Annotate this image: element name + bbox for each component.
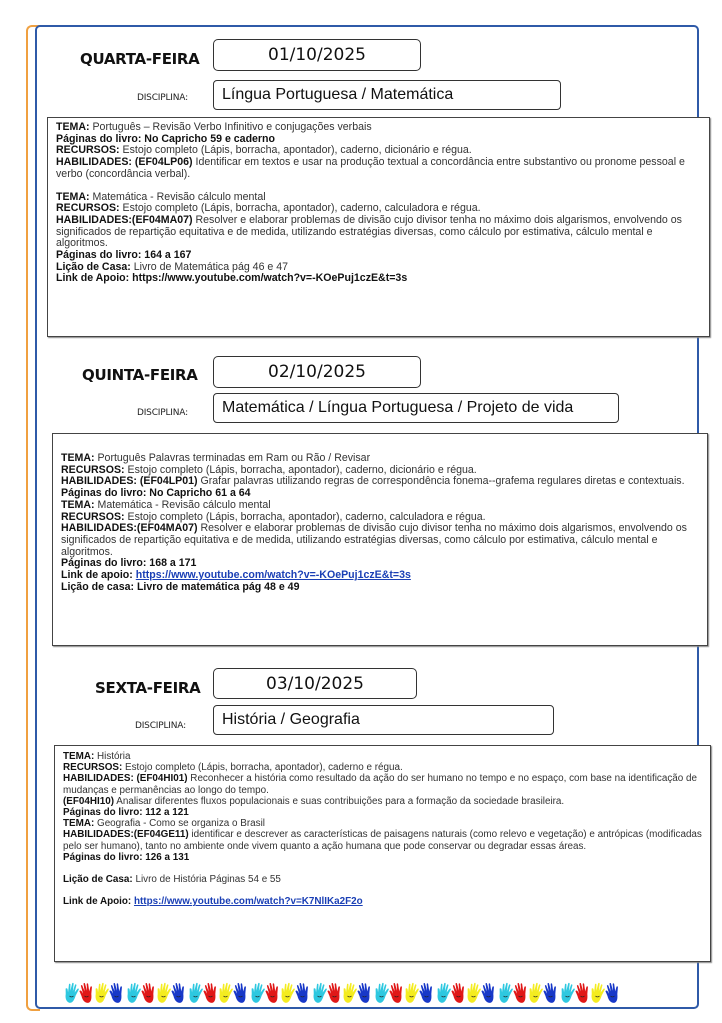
hand-icon xyxy=(156,982,171,1004)
hand-icon xyxy=(94,982,109,1004)
pages-line xyxy=(63,807,702,818)
resources-line xyxy=(63,762,702,773)
discipline-label: DISCIPLINA: xyxy=(135,721,186,731)
field-text: Estojo completo (Lápis, borracha, apontador), caderno, dicionário e régua. xyxy=(119,144,472,157)
field-text: Livro de Matemática pág 46 e 47 xyxy=(130,260,289,273)
field-label: Lição de Casa: xyxy=(56,260,131,273)
field-label: Link de apoio: xyxy=(61,569,133,582)
field-label: TEMA: xyxy=(56,121,90,133)
field-text: Matemática - Revisão cálculo mental xyxy=(89,190,266,203)
hand-icon xyxy=(250,982,265,1004)
field-label: RECURSOS: xyxy=(61,463,125,476)
field-label: TEMA: xyxy=(61,498,95,511)
field-text: Matemática - Revisão cálculo mental xyxy=(94,498,271,511)
hand-icon xyxy=(265,982,280,1004)
field-label: TEMA: xyxy=(63,818,95,830)
support-link[interactable]: https://www.youtube.com/watch?v=-KOePuj1czE&t=3s xyxy=(135,569,411,582)
hand-group xyxy=(126,982,186,1004)
hand-icon xyxy=(436,982,451,1004)
support-link-line xyxy=(63,896,702,907)
hand-icon xyxy=(203,982,218,1004)
field-label: Páginas do livro: 164 a 167 xyxy=(56,249,192,262)
hands-border-decoration xyxy=(64,981,664,1005)
field-text: História xyxy=(94,751,131,762)
date-field: 03/10/2025 xyxy=(213,668,417,699)
field-text: Resolver e elaborar problemas de divisão cujo divisor tenha no máximo dois algarismos, envolvendo os significados de repartição equitativa e de medida, utilizando estratégias diversas, como cálculo por estimativa, cálculo mental e algoritmos. xyxy=(56,213,682,250)
field-label: Lição de casa: Livro de matemática pág 48 e 49 xyxy=(61,580,300,593)
field-text: Resolver e elaborar problemas de divisão cujo divisor tenha no máximo dois algarismos, envolvendo os significados de repartição equitativa e de medida, utilizando estratégias diversas, como cálculo por estimativa, cálculo mental e algoritmos. xyxy=(61,522,687,558)
hand-icon xyxy=(590,982,605,1004)
field-label: HABILIDADES:(EF04MA07) xyxy=(56,213,193,226)
discipline-field: História / Geografia xyxy=(213,705,554,735)
day-label: QUARTA-FEIRA xyxy=(80,50,200,68)
hand-icon xyxy=(218,982,233,1004)
skills-line xyxy=(63,773,702,795)
field-label: TEMA: xyxy=(61,452,95,464)
hand-icon xyxy=(327,982,342,1004)
field-text: Estojo completo (Lápis, borracha, apontador), caderno, calculadora e régua. xyxy=(124,510,486,523)
field-text: Estojo completo (Lápis, borracha, apontador), caderno, dicionário e régua. xyxy=(124,463,477,476)
hand-icon xyxy=(188,982,203,1004)
field-text: Grafar palavras utilizando regras de correspondência fonema--grafema regulares diretas e contextuais. xyxy=(197,475,685,488)
field-label: HABILIDADES: (EF04HI01) xyxy=(63,773,188,785)
field-label: RECURSOS: xyxy=(56,144,120,157)
hand-icon xyxy=(126,982,141,1004)
day-label: QUINTA-FEIRA xyxy=(82,366,198,384)
hand-icon xyxy=(543,982,558,1004)
discipline-label: DISCIPLINA: xyxy=(137,408,188,418)
hand-group xyxy=(188,982,248,1004)
discipline-label: DISCIPLINA: xyxy=(137,93,188,103)
hand-icon xyxy=(109,982,124,1004)
field-text: Geografia - Como se organiza o Brasil xyxy=(94,818,265,830)
field-text: Livro de História Páginas 54 e 55 xyxy=(132,874,281,886)
day-label: SEXTA-FEIRA xyxy=(95,679,201,697)
hand-group xyxy=(436,982,496,1004)
hand-icon xyxy=(171,982,186,1004)
field-label: HABILIDADES:(EF04MA07) xyxy=(61,522,198,535)
field-label: RECURSOS: xyxy=(56,202,120,215)
field-text: Analisar diferentes fluxos populacionais e suas contribuições para a formação da sociedade brasileira. xyxy=(114,795,565,807)
lesson-content-box xyxy=(54,745,711,962)
field-text: Português – Revisão Verbo Infinitivo e conjugações verbais xyxy=(89,121,372,133)
field-label: Link de Apoio: https://www.youtube.com/watch?v=-KOePuj1czE&t=3s xyxy=(56,272,408,285)
date-field: 02/10/2025 xyxy=(213,356,421,388)
hand-group xyxy=(498,982,558,1004)
hand-icon xyxy=(79,982,94,1004)
hand-icon xyxy=(374,982,389,1004)
homework-line xyxy=(63,874,702,885)
hand-icon xyxy=(481,982,496,1004)
lesson-content-box xyxy=(47,117,710,337)
field-text: Identificar em textos e usar na produção textual a concordância entre substantivo ou pronome pessoal e verbo (concordância verbal). xyxy=(56,156,685,180)
hand-group xyxy=(374,982,434,1004)
field-label: Link de Apoio: xyxy=(63,896,132,908)
hand-icon xyxy=(528,982,543,1004)
field-label: HABILIDADES:(EF04GE11) xyxy=(63,829,189,841)
hand-icon xyxy=(64,982,79,1004)
field-label: RECURSOS: xyxy=(61,510,125,523)
hand-icon xyxy=(575,982,590,1004)
hand-icon xyxy=(389,982,404,1004)
discipline-field: Matemática / Língua Portuguesa / Projeto de vida xyxy=(213,393,619,423)
hand-icon xyxy=(451,982,466,1004)
pages-line xyxy=(63,852,702,863)
tema-line xyxy=(63,818,702,829)
discipline-field: Língua Portuguesa / Matemática xyxy=(213,80,561,110)
field-label: RECURSOS: xyxy=(63,762,123,774)
support-link[interactable]: https://www.youtube.com/watch?v=K7NlIKa2F2o xyxy=(133,896,363,908)
hand-icon xyxy=(560,982,575,1004)
field-text: identificar e descrever as características de paisagens naturais (como relevo e vegetação) e antrópicas (modificadas pelo ser humano), tanto no ambiente onde vivem quanto a ação humana que pode conservar ou degradar essas áreas. xyxy=(63,829,702,852)
field-label: Páginas do livro: 126 a 131 xyxy=(63,851,190,863)
skills-line xyxy=(56,215,701,250)
field-label: HABILIDADES: (EF04LP06) xyxy=(56,156,193,169)
field-label: Lição de Casa: xyxy=(63,874,133,886)
hand-group xyxy=(560,982,620,1004)
hand-icon xyxy=(466,982,481,1004)
field-text: Português Palavras terminadas em Ram ou Rão / Revisar xyxy=(94,452,371,464)
hand-icon xyxy=(605,982,620,1004)
hand-icon xyxy=(141,982,156,1004)
hand-icon xyxy=(419,982,434,1004)
field-label: TEMA: xyxy=(56,190,90,203)
field-text: Reconhecer a história como resultado da ação do ser humano no tempo e no espaço, com base na identificação de mudanças e permanências ao longo do tempo. xyxy=(63,773,697,796)
field-label: (EF04HI10) xyxy=(63,795,115,807)
field-text: Estojo completo (Lápis, borracha, apontador), caderno e régua. xyxy=(122,762,403,774)
skills-line xyxy=(56,157,701,180)
hand-icon xyxy=(404,982,419,1004)
field-label: Páginas do livro: 112 a 121 xyxy=(63,807,189,819)
date-field: 01/10/2025 xyxy=(213,39,421,71)
field-label: Páginas do livro: No Capricho 59 e caderno xyxy=(56,132,275,145)
field-label: Páginas do livro: No Capricho 61 a 64 xyxy=(61,487,251,500)
hand-icon xyxy=(342,982,357,1004)
hand-icon xyxy=(513,982,528,1004)
hand-group xyxy=(64,982,124,1004)
hand-icon xyxy=(233,982,248,1004)
homework-line xyxy=(61,582,699,594)
skills-line xyxy=(61,523,699,558)
tema-line xyxy=(63,751,702,762)
hand-group xyxy=(312,982,372,1004)
hand-icon xyxy=(357,982,372,1004)
hand-icon xyxy=(295,982,310,1004)
field-label: Páginas do livro: 168 a 171 xyxy=(61,557,197,570)
field-text: Estojo completo (Lápis, borracha, apontador), caderno, calculadora e régua. xyxy=(119,202,481,215)
skills-line xyxy=(63,829,702,851)
support-link-line xyxy=(56,273,701,285)
hand-icon xyxy=(498,982,513,1004)
hand-icon xyxy=(312,982,327,1004)
field-label: TEMA: xyxy=(63,751,95,762)
skills-line xyxy=(63,796,702,807)
field-label: HABILIDADES: (EF04LP01) xyxy=(61,475,198,488)
hand-group xyxy=(250,982,310,1004)
lesson-content-box xyxy=(52,433,708,646)
hand-icon xyxy=(280,982,295,1004)
